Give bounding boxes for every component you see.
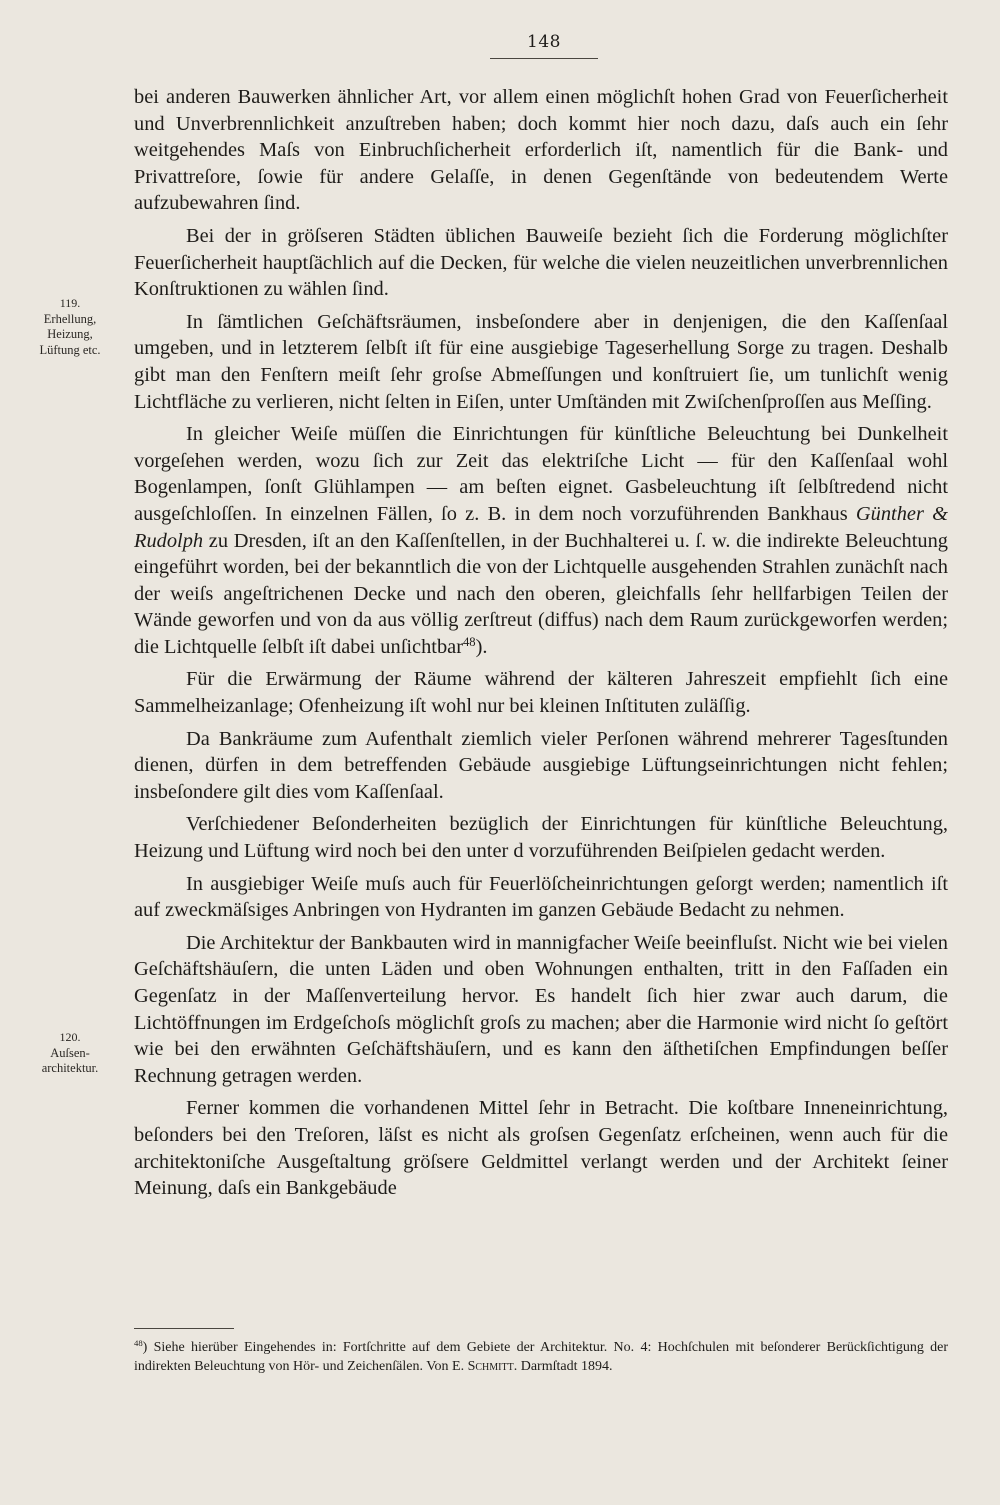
paragraph: Verſchiedener Beſonderheiten bezüglich der Einrichtungen für künſtliche Beleuchtung, Heizung und Lüftung wird noch bei den unter d vorzuführenden Beiſpielen gedacht werden. xyxy=(134,813,948,863)
paragraph: Die Architektur der Bankbauten wird in mannigfacher Weiſe beeinfluſst. Nicht wie bei vielen Geſchäftshäuſern, die unten Läden und oben Wohnungen enthalten, tritt in den Faſſaden ein Gegenſatz in der Maſſenverteilung hervor. Es handelt ſich hier zwar auch darum, die Lichtöffnungen im Erdgeſchoſs möglichſt groſs zu machen; aber die Harmonie wird nicht ſo geſtört wie bei den erwähnten Geſchäftshäuſern, und es kann den äſthetiſchen Empfindungen beſſer Rechnung getragen werden. xyxy=(134,931,948,1087)
paragraph: Ferner kommen die vorhandenen Mittel ſehr in Betracht. Die koſtbare Inneneinrichtung, beſonders bei den Treſoren, läſst es nicht als groſsen Gegenſatz erſcheinen, wenn auch für die architektoniſche Ausgeſtaltung gröſsere Geldmittel verlangt werden und der Architekt ſeiner Meinung, daſs ein Bankgebäude xyxy=(134,1097,948,1200)
paragraph-text: ). xyxy=(475,635,488,658)
paragraph: Für die Erwärmung der Räume während der kälteren Jahreszeit empfiehlt ſich eine Sammelheizanlage; Ofenheizung iſt wohl nur bei kleinen Inſtituten zuläſſig. xyxy=(134,668,948,718)
margin-note-number: 119. xyxy=(59,296,81,310)
paragraph: In ausgiebiger Weiſe muſs auch für Feuerlöſcheinrichtungen geſorgt werden; namentlich iſt auf zweckmäſsiges Anbringen von Hydranten im ganzen Gebäude Bedacht zu nehmen. xyxy=(134,872,948,922)
paragraph: Da Bankräume zum Aufenthalt ziemlich vieler Perſonen während mehrerer Tagesſtunden dienen, dürfen in dem betreffenden Gebäude ausgiebige Lüftungseinrichtungen nicht fehlen; insbeſondere gilt dies vom Kaſſenſaal. xyxy=(134,727,948,803)
footnote-marker: 48 xyxy=(134,1338,143,1349)
margin-note-number: 120. xyxy=(59,1030,81,1044)
margin-note-line: Auſsen- xyxy=(50,1045,90,1060)
margin-note-120 xyxy=(14,1030,126,1077)
paragraph-text: zu Dresden, iſt an den Kaſſenſtellen, in der Buchhalterei u. ſ. w. die indirekte Beleuchtung eingeführt worden, bei der bekanntlich die von der Lichtquelle ausgehenden Strahlen zunächſt nach der weiſs angeſtrichenen Decke und nach den oberen, gleichfalls ſehr hellfarbigen Teilen der Wände geworfen und von da aus völlig zerſtreut (diffus) nach dem Raum zurückgeworfen werden; die Lichtquelle ſelbſt iſt dabei unſichtbar xyxy=(134,529,948,658)
body-text xyxy=(134,84,948,1208)
margin-note-line: Erhellung, xyxy=(43,311,97,326)
margin-note-line: Lüftung etc. xyxy=(39,342,101,357)
margin-note-line: Heizung, xyxy=(47,327,93,341)
footnote-reference[interactable]: 48 xyxy=(462,634,476,649)
footnote-author: Schmitt xyxy=(467,1359,514,1374)
page-number: 148 xyxy=(490,32,598,59)
margin-note-119 xyxy=(14,296,126,358)
paragraph-text: In gleicher Weiſe müſſen die Einrichtungen für künſtliche Beleuchtung bei Dunkelheit vorgeſehen werden, wozu ſich zur Zeit das elektriſche Licht — für den Kaſſenſaal wohl Bogenlampen, ſonſt Glühlampen — am beſten eignet. Gasbeleuchtung iſt ſelbſtredend nicht ausgeſchloſſen. In einzelnen Fällen, ſo z. B. in dem noch vorzuführenden Bankhaus xyxy=(134,423,948,525)
bank-name-emphasis: Günther & Rudolph xyxy=(134,502,948,552)
paragraph: Bei der in gröſseren Städten üblichen Bauweiſe bezieht ſich die Forderung möglichſter Feuerſicherheit hauptſächlich auf die Decken, für welche die vielen neuzeitlichen unverbrennlichen Konſtruktionen zu wählen ſind. xyxy=(134,224,948,301)
footnote-text: ) Siehe hierüber Eingehendes in: Fortſchritte auf dem Gebiete der Architektur. No. 4: Hochſchulen mit beſonderer Berückſichtigung der indirekten Beleuchtung von Hör- und Zeichenſälen. Von E. xyxy=(134,1340,948,1374)
footnote-divider xyxy=(134,1328,234,1329)
paragraph xyxy=(134,421,948,660)
margin-note-line: architektur. xyxy=(41,1061,99,1075)
footnote-text: . Darmſtadt 1894. xyxy=(513,1359,613,1374)
footnote xyxy=(134,1338,948,1376)
paragraph: In ſämtlichen Geſchäftsräumen, insbeſondere aber in denjenigen, die den Kaſſenſaal umgeben, und in letzterem ſelbſt iſt für eine ausgiebige Tageserhellung Sorge zu tragen. Deshalb gibt man den Fenſtern meiſt ſehr groſse Abmeſſungen und konſtruiert ſie, um tunlichſt wenig Lichtfläche zu verlieren, nicht ſelten in Eiſen, unter Umſtänden mit Zwiſchenſproſſen aus Meſſing. xyxy=(134,310,948,413)
paragraph: bei anderen Bauwerken ähnlicher Art, vor allem einen möglichſt hohen Grad von Feuerſicherheit und Unverbrennlichkeit anzuſtreben haben; doch kommt hier noch dazu, daſs auch ein ſehr weitgehendes Maſs von Einbruchſicherheit erforderlich iſt, namentlich für die Bank- und Privattreſore, ſowie für andere Gelaſſe, in denen Gegenſtände von bedeutendem Werte aufzubewahren ſind. xyxy=(134,86,948,215)
